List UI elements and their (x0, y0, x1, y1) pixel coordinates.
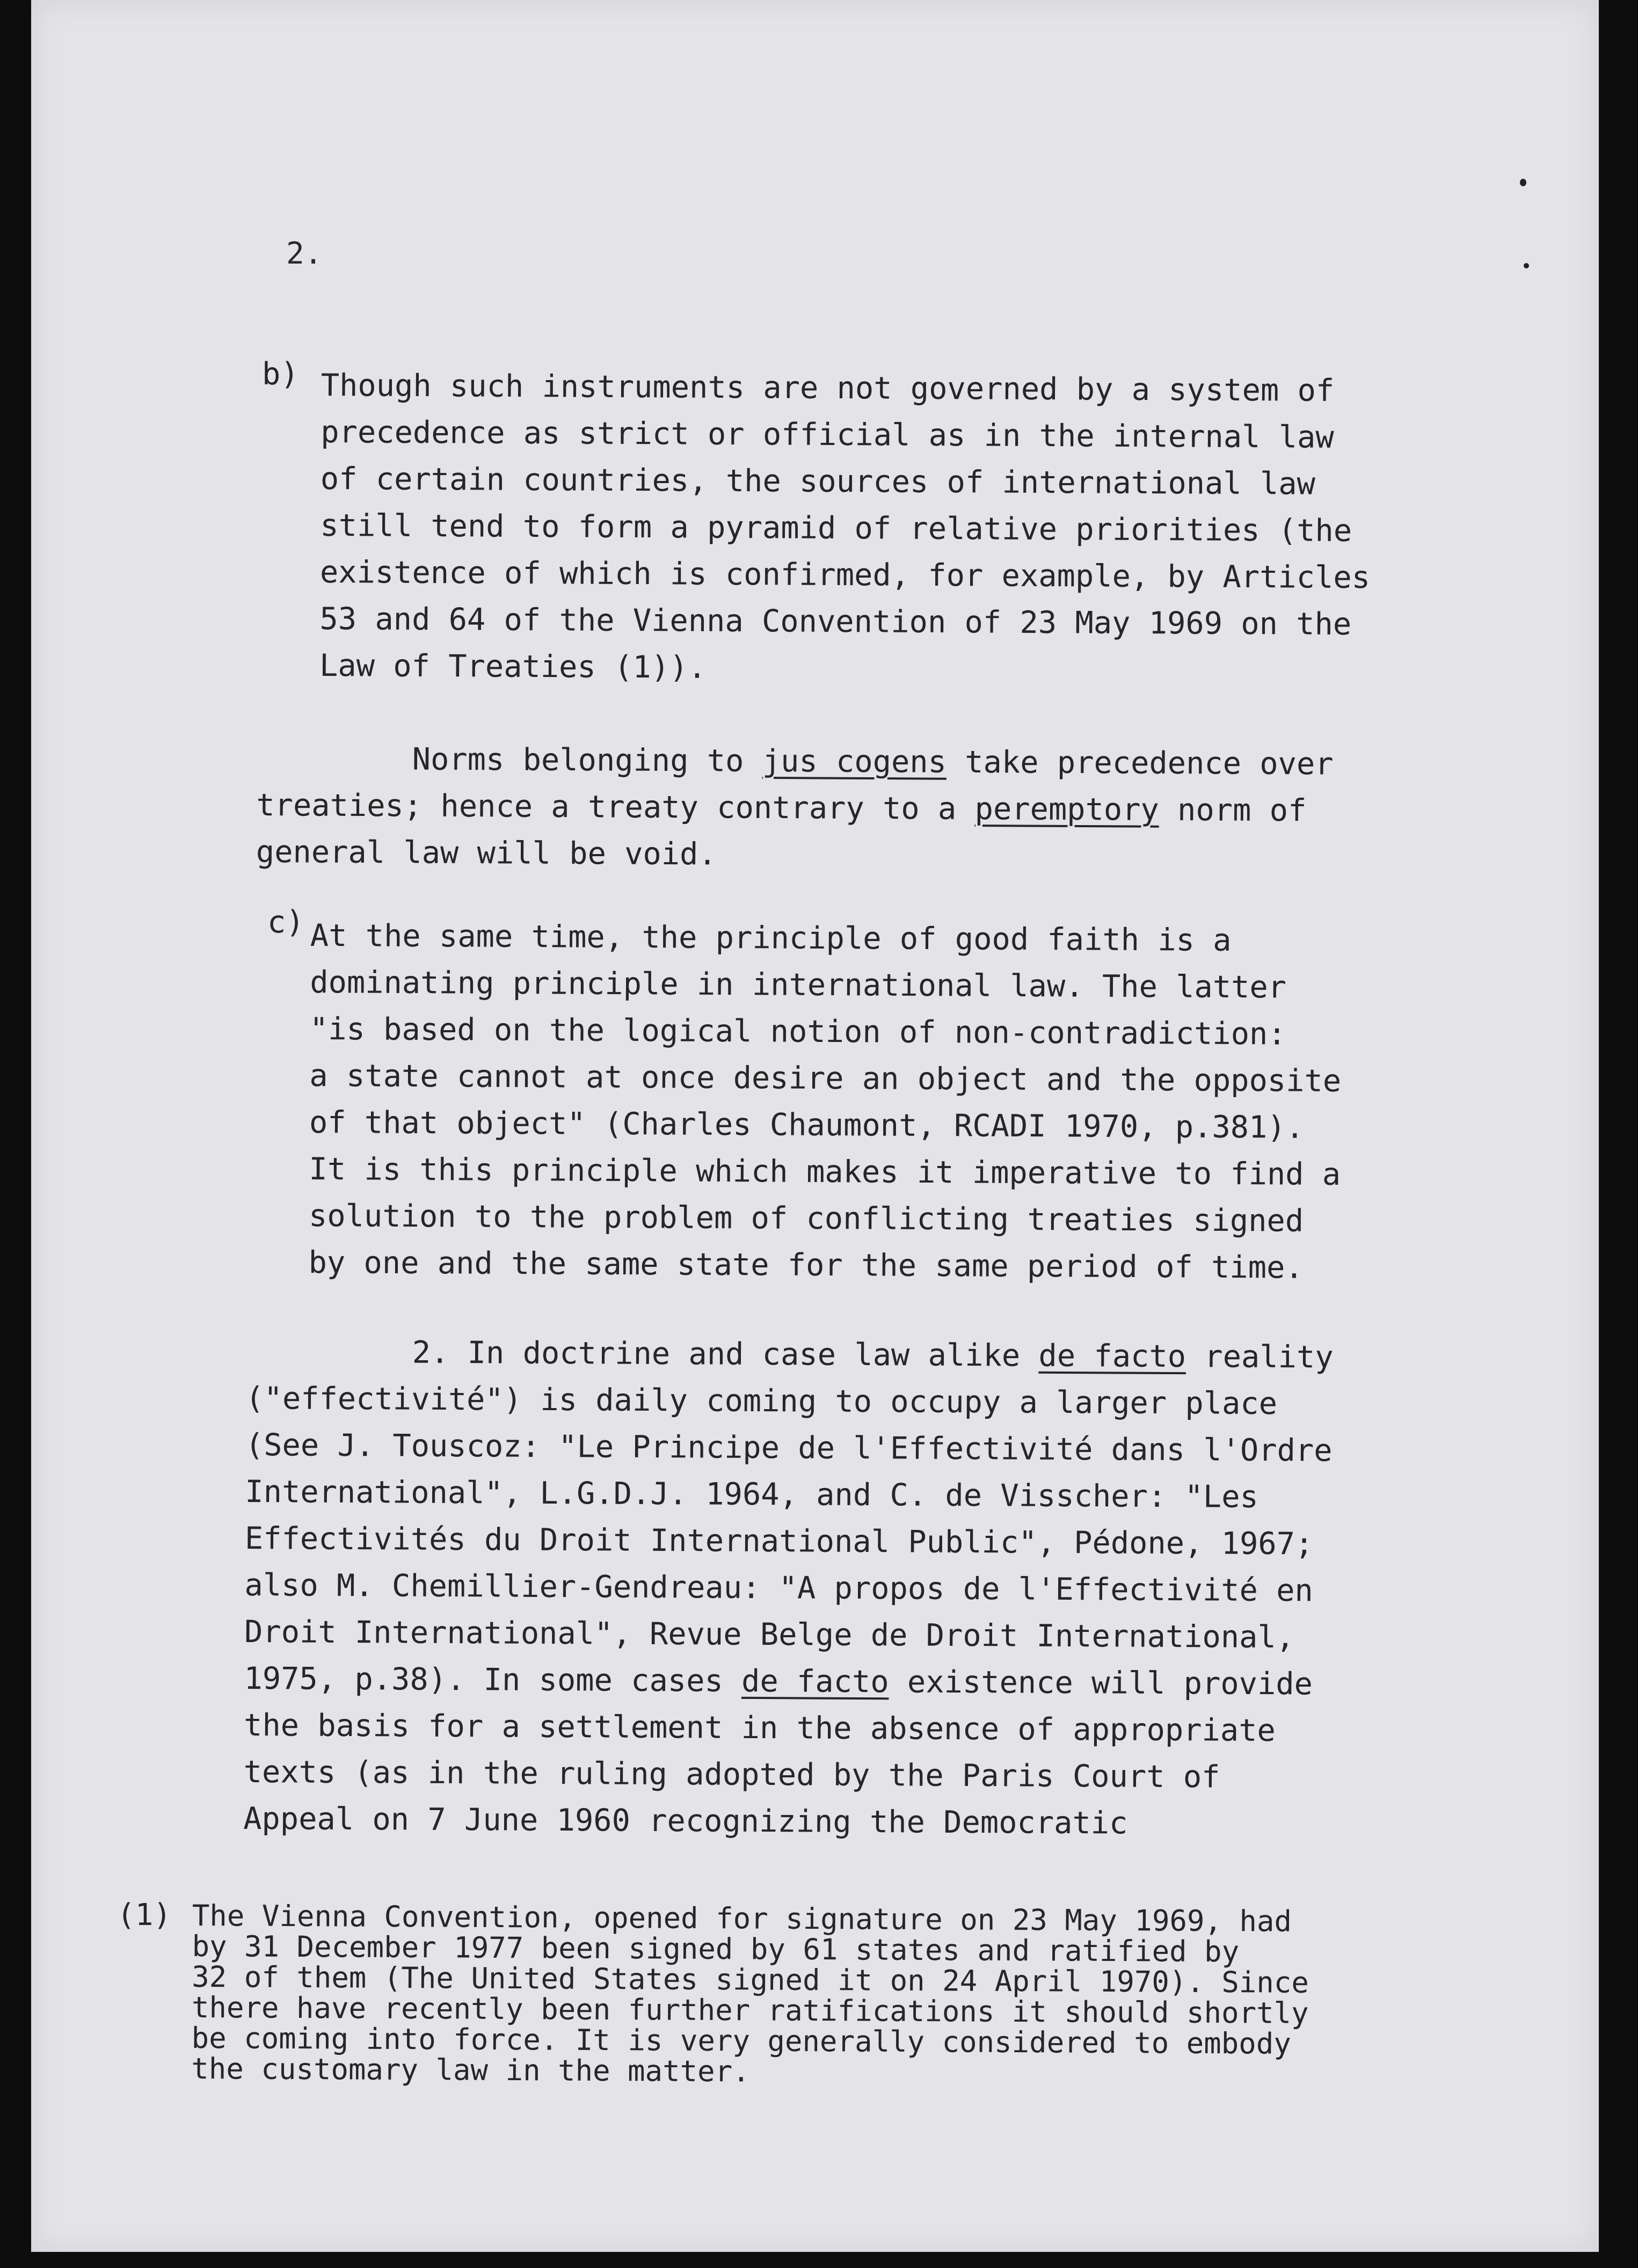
jus-cogens-line: general law will be void. (256, 834, 717, 872)
footnote-label: (1) (117, 1898, 172, 1932)
section-c-line: a state cannot at once desire an object and the opposite (309, 1058, 1342, 1099)
paragraph-2-line: ("effectivité") is daily coming to occupy a larger place (245, 1380, 1278, 1422)
section-c-line: solution to the problem of conflicting treaties signed (308, 1198, 1304, 1239)
paragraph-2 (243, 1329, 1334, 1848)
paragraph-2-line: texts (as in the ruling adopted by the Paris Court of (243, 1754, 1220, 1795)
section-c-line: of that object" (Charles Chaumont, RCADI 1970, p.381). (309, 1104, 1305, 1146)
text-run: Norms belonging to (412, 741, 762, 779)
peremptory-term: peremptory (974, 791, 1160, 828)
jus-cogens-line (256, 782, 1333, 835)
paragraph-2-line: Droit International", Revue Belge de Droit International, (244, 1614, 1295, 1656)
footnote-line: 32 of them (The United States signed it on 24 April 1970). Since (192, 1959, 1309, 2000)
text-run: 1975, p.38). In some cases (244, 1660, 742, 1699)
paragraph-2-line: the basis for a settlement in the absence of appropriate (243, 1707, 1276, 1749)
section-b-line: Law of Treaties (1)). (319, 647, 707, 685)
section-c-line: It is this principle which makes it imperative to find a (309, 1151, 1341, 1193)
footnote-text (191, 1900, 1309, 2090)
paragraph-2-line: Appeal on 7 June 1960 recognizing the Democratic (243, 1800, 1128, 1841)
footnote-line: be coming into force. It is very generally considered to embody (191, 2021, 1291, 2061)
paragraph-2-line: Effectivités du Droit International Public", Pédone, 1967; (244, 1520, 1314, 1562)
document-page (31, 0, 1599, 2252)
page-number: 2. (286, 236, 323, 271)
paragraph-2-line (246, 1329, 1334, 1381)
ink-speck (1520, 179, 1526, 186)
section-b-text (319, 362, 1371, 695)
section-b-label: b) (262, 356, 299, 392)
footnote-line: the customary law in the matter. (191, 2051, 750, 2089)
text-run: 2. In doctrine and case law alike (412, 1334, 1039, 1374)
text-run: existence will provide (889, 1664, 1313, 1702)
section-b-line: Though such instruments are not governed by a system of (321, 367, 1335, 409)
footnote-line: by 31 December 1977 been signed by 61 states and ratified by (192, 1929, 1240, 1969)
section-c-line: dominating principle in international law. The latter (310, 964, 1287, 1005)
text-run: reality (1185, 1339, 1334, 1375)
de-facto-term: de facto (741, 1663, 889, 1700)
paragraph-2-line (244, 1656, 1331, 1708)
section-c-line: by one and the same state for the same period of time. (308, 1244, 1304, 1286)
section-c-text (308, 913, 1342, 1292)
section-b-line: existence of which is confirmed, for example, by Articles (319, 554, 1371, 596)
jus-cogens-paragraph (256, 735, 1334, 881)
text-run: take precedence over (946, 744, 1334, 782)
jus-cogens-term: jus cogens (762, 743, 947, 780)
jus-cogens-line (257, 735, 1334, 788)
paragraph-2-line: also M. Chemillier-Gendreau: "A propos de l'Effectivité en (244, 1567, 1314, 1609)
section-c-label: c) (267, 905, 304, 940)
section-b-line: precedence as strict or official as in the internal law (321, 414, 1334, 455)
text-run: norm of (1159, 792, 1307, 829)
ink-speck (1524, 263, 1529, 268)
footnote-line: there have recently been further ratifications it should shortly (191, 1990, 1309, 2030)
footnote-line: The Vienna Convention, opened for signature on 23 May 1969, had (192, 1899, 1292, 1938)
section-c-line: At the same time, the principle of good faith is a (310, 917, 1232, 958)
text-run: treaties; hence a treaty contrary to a (256, 787, 975, 827)
paragraph-2-line: (See J. Touscoz: "Le Principe de l'Effectivité dans l'Ordre (245, 1427, 1333, 1469)
section-b-line: 53 and 64 of the Vienna Convention of 23 May 1969 on the (319, 601, 1352, 643)
section-c-line: "is based on the logical notion of non-contradiction: (309, 1011, 1286, 1052)
section-b-line: of certain countries, the sources of international law (320, 461, 1316, 502)
section-b-line: still tend to form a pyramid of relative priorities (the (320, 507, 1352, 549)
paragraph-2-line: International", L.G.D.J. 1964, and C. de Visscher: "Les (245, 1474, 1258, 1515)
de-facto-term: de facto (1038, 1338, 1186, 1375)
